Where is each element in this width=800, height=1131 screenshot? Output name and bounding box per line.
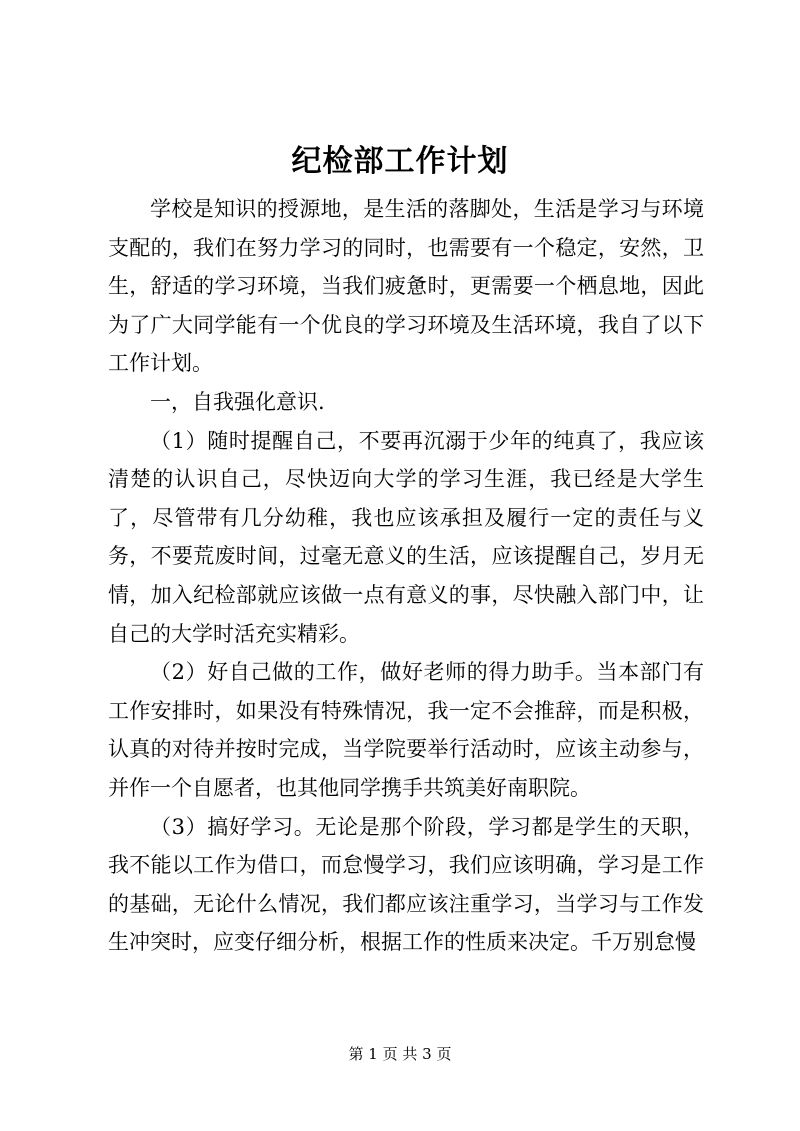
paragraph-section-heading: 一，自我强化意识. (150, 389, 325, 414)
paragraph-intro: 学校是知识的授源地，是生活的落脚处，生活是学习与环境支配的，我们在努力学习的同时，也需要有一个稳定，安然，卫生，舒适的学习环境，当我们疲惫时，更需要一个栖息地，因此为了广大同学能有一个优良的学习环境及生活环境，我自了以下工作计划。 (108, 197, 704, 376)
page-number-footer: 第 1 页 共 3 页 (348, 1045, 452, 1063)
paragraph-item-3: （3）搞好学习。无论是那个阶段，学习都是学生的天职，我不能以工作为借口，而怠慢学习，我们应该明确，学习是工作的基础，无论什么情况，我们都应该注重学习，当学习与工作发生冲突时，应变仔细分析，根据工作的性质来决定。千万别怠慢 (108, 814, 704, 955)
document-title: 纪检部工作计划 (291, 144, 509, 179)
paragraph-item-1: （1）随时提醒自己，不要再沉溺于少年的纯真了，我应该清楚的认识自己，尽快迈向大学的学习生涯，我已经是大学生了，尽管带有几分幼稚，我也应该承担及履行一定的责任与义务，不要荒废时间，过毫无意义的生活，应该提醒自己，岁月无情，加入纪检部就应该做一点有意义的事，尽快融入部门中，让自己的大学时活充实精彩。 (108, 428, 704, 646)
document-body (108, 190, 704, 962)
paragraph-item-2: （2）好自己做的工作，做好老师的得力助手。当本部门有工作安排时，如果没有特殊情况，我一定不会推辞，而是积极，认真的对待并按时完成，当学院要举行活动时，应该主动参与，并作一个自愿者，也其他同学携手共筑美好南职院。 (108, 660, 704, 800)
